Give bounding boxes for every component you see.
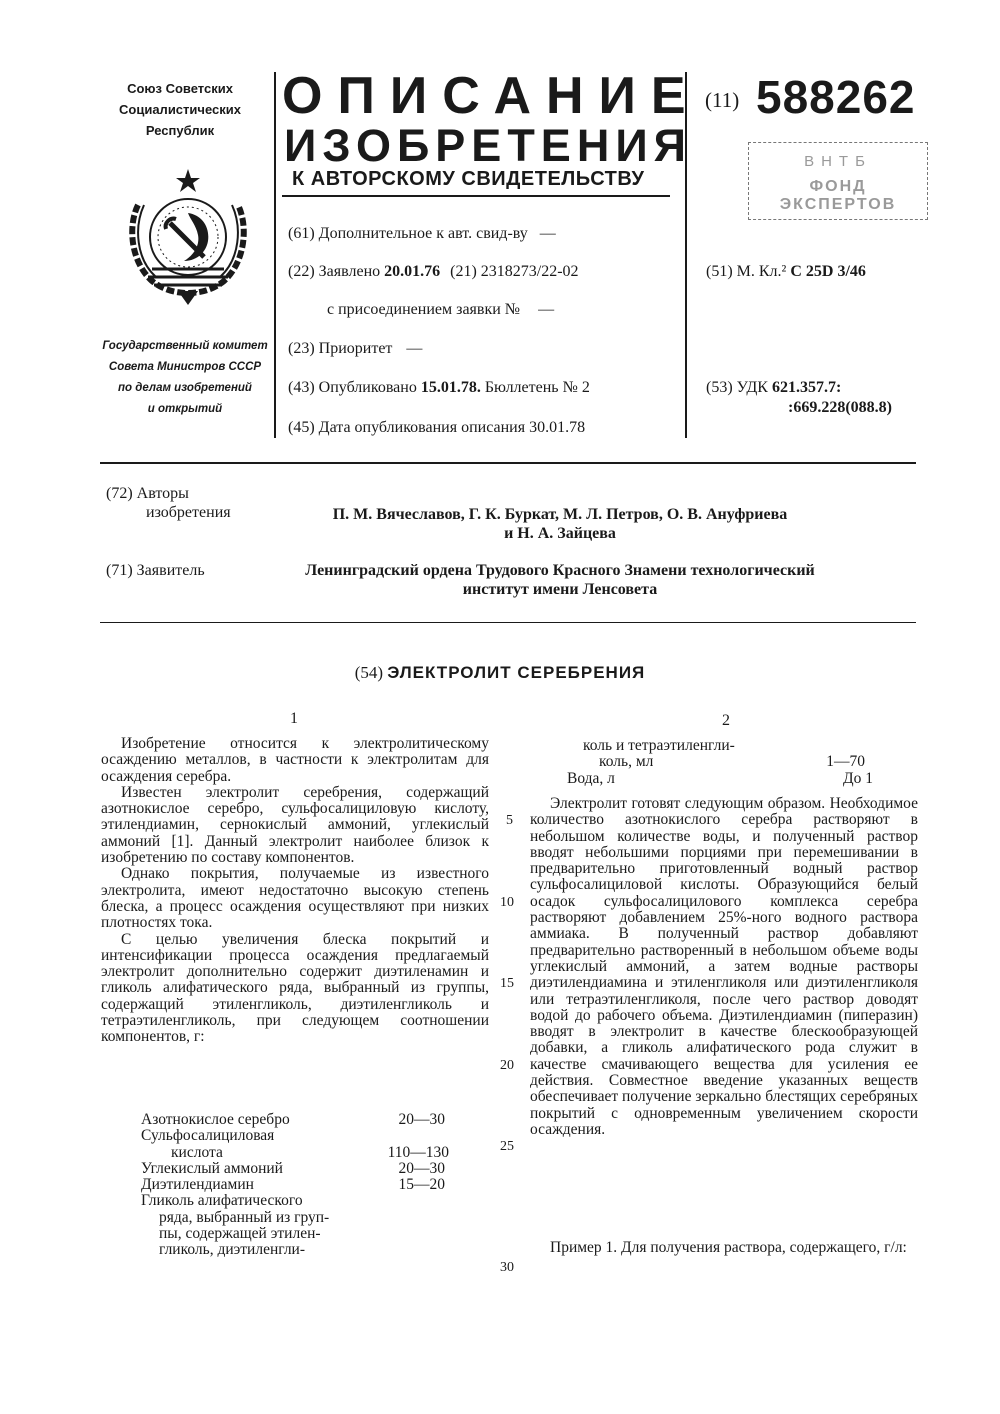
field-53-cont: [788, 398, 892, 418]
document-title: ОПИСАНИЕ: [282, 67, 701, 125]
issuer-block: [105, 78, 255, 141]
paragraph: Электролит готовят следующим образом. Необходимое количество азотнокислого серебра растворяют в небольшом количестве воды, и полученный раствор вводят небольшими порциями при перемешивании в предварительно приготовленный водный раствор сульфосалициловой кислоты. Образующийся белый осадок сульфосалицилового комплекса серебра растворяют добавлением 25%-ного водного раствора аммиака. В полученный раствор добавляют предварительно растворенный в небольшом объеме воды углекислый аммоний, а затем водные растворы диэтилендиамина и этиленгликоля или диэтиленгликоля или тетраэтиленгликоля, после чего раствор доводят водой до рабочего объема. Диэтилендиамин (пиперазин) вводят в электролит в качестве блескообразующей добавки, а гликоль алифатического рода служит в качестве смачивающего вещества для усиления ее действия. Совместное введение указанных веществ обеспечивает получение зеркально блестящих серебряных покрытий с одновременным увеличением скорости осаждения.: [530, 795, 918, 1138]
component-name: Гликоль алифатического: [141, 1192, 303, 1210]
invention-title-code: (54): [354, 663, 384, 682]
field-23: [288, 339, 422, 359]
column-number-1: 1: [290, 710, 298, 727]
component-name: кислота: [171, 1143, 223, 1161]
patent-number-code: (11): [705, 88, 740, 112]
line-number: 15: [500, 976, 514, 991]
line-number: 30: [500, 1260, 514, 1275]
column-1-text: [101, 736, 489, 1046]
authors-label-line: изобретения: [146, 504, 231, 521]
issuer-line: Социалистических: [119, 102, 241, 117]
field-53-value-2: :669.228(088.8): [788, 399, 892, 416]
applicant-line: Ленинградский ордена Трудового Красного Знамени технологический: [305, 562, 815, 579]
invention-title: [0, 663, 1000, 683]
component-name: Сульфосалициловая: [141, 1127, 275, 1145]
committee-line: и открытий: [147, 403, 223, 415]
applicant-rule: [100, 622, 916, 623]
field-43-label: (43) Опубликовано: [288, 379, 417, 396]
stamp-line: ФОНД ЭКСПЕРТОВ: [779, 178, 897, 213]
vertical-rule-left: [274, 72, 276, 438]
authors-label-line: (72) Авторы: [106, 485, 189, 502]
document-subtitle: К АВТОРСКОМУ СВИДЕТЕЛЬСТВУ: [292, 168, 645, 190]
field-22: [288, 262, 579, 282]
paragraph: Известен электролит серебрения, содержащий азотнокислое серебро, сульфосалициловую кислоту, этилендиамин, сернокислый аммоний, углекислый аммоний [1]. Данный электролит наиболее близок к изобретению по составу компонентов.: [101, 783, 489, 867]
component-name: пы, содержащей этилен-: [159, 1225, 321, 1243]
field-22-date: 20.01.76: [384, 263, 441, 280]
applicant-label: (71) Заявитель: [106, 562, 205, 579]
field-53-value-1: 621.357.7:: [771, 379, 842, 396]
composition-row: [141, 1112, 461, 1128]
field-61: [288, 224, 556, 244]
field-61-value: —: [539, 225, 556, 242]
library-stamp: [748, 142, 928, 220]
paragraph: Пример 1. Для получения раствора, содержащего, г/л:: [550, 1239, 907, 1256]
composition-row: [583, 754, 903, 770]
composition-row: [141, 1161, 461, 1177]
field-21-label: (21): [450, 263, 477, 280]
component-value: 20—30: [398, 1159, 445, 1177]
issuer-line: Союз Советских: [127, 81, 233, 96]
component-name: коль и тетраэтиленгли-: [583, 737, 735, 754]
field-51-label: (51) М. Кл.²: [706, 263, 787, 280]
committee-line: Совета Министров СССР: [108, 361, 262, 373]
document-title-2: ИЗОБРЕТЕНИЯ: [284, 120, 693, 171]
field-21-value: 2318273/22-02: [480, 263, 579, 280]
committee-line: Государственный комитет: [102, 340, 268, 352]
paragraph: Изобретение относится к электролитическому осаждению металлов, в частности к электролитам для осаждения серебра.: [101, 735, 489, 785]
component-value: 20—30: [398, 1111, 445, 1128]
field-53-label: (53) УДК: [706, 379, 768, 396]
paragraph: Однако покрытия, получаемые из известного электролита, имеют недостаточно высокую степень блеска, а процесс осаждения осуществляют при низких плотностях тока.: [101, 865, 489, 932]
field-45-label: (45) Дата опубликования описания: [288, 419, 526, 436]
component-name: ряда, выбранный из груп-: [159, 1208, 330, 1226]
column-2-text: [530, 796, 918, 1138]
component-value: 1—70: [826, 753, 865, 771]
component-value: 110—130: [387, 1143, 449, 1161]
subtitle-rule: [282, 195, 670, 197]
component-name: Азотнокислое серебро: [141, 1111, 290, 1128]
composition-table: [141, 1112, 461, 1259]
authors-names: [260, 505, 860, 543]
authors-line: П. М. Вячеславов, Г. К. Буркат, М. Л. Петров, О. В. Ануфриева: [332, 506, 788, 523]
composition-row: [141, 1177, 461, 1193]
applicant-line: институт имени Ленсовета: [462, 581, 658, 598]
field-51-value: С 25D 3/46: [790, 263, 866, 280]
field-23-label: (23) Приоритет: [288, 340, 393, 357]
field-45: [288, 418, 585, 438]
line-number: 20: [500, 1058, 514, 1073]
field-22-label: (22) Заявлено: [288, 263, 381, 280]
component-name: Диэтилендиамин: [141, 1176, 254, 1194]
join-value: —: [538, 301, 555, 318]
field-45-value: 30.01.78: [529, 419, 586, 436]
applicant-names: [240, 561, 880, 599]
patent-number: 588262: [756, 71, 916, 123]
line-number: 5: [506, 813, 513, 828]
component-name: Вода, л: [567, 769, 615, 787]
composition-continued: [567, 737, 903, 787]
component-name: Углекислый аммоний: [141, 1159, 283, 1177]
paragraph: С целью увеличения блеска покрытий и интенсификации процесса осаждения предлагаемый электролит дополнительно содержит диэтиленамин и гликоль алифатического ряда, выбранный из группы, содержащий этиленгликоль, диэтиленгликоль и тетраэтиленгликоль, при следующем соотношении компонентов, г:: [101, 930, 489, 1046]
stamp-line: ВНТБ: [804, 153, 872, 170]
field-53: [706, 378, 841, 398]
line-number: 25: [500, 1139, 514, 1154]
join-label: с присоединением заявки №: [327, 301, 521, 318]
field-43-value: 15.01.78.: [420, 379, 481, 396]
authors-line: и Н. А. Зайцева: [504, 525, 616, 542]
header-rule: [100, 462, 916, 464]
field-23-value: —: [406, 340, 423, 357]
field-51: [706, 262, 866, 282]
component-name: гликоль, диэтиленгли-: [159, 1241, 306, 1259]
composition-row: [141, 1145, 461, 1161]
example-paragraph: [530, 1240, 918, 1256]
state-emblem-icon: [118, 165, 258, 310]
committee-block: [100, 336, 270, 420]
component-name: коль, мл: [599, 753, 654, 771]
field-join: [327, 300, 554, 320]
field-61-label: (61) Дополнительное к авт. свид-ву: [288, 225, 528, 242]
composition-row: [567, 769, 903, 787]
invention-title-text: ЭЛЕКТРОЛИТ СЕРЕБРЕНИЯ: [387, 663, 646, 682]
line-number: 10: [500, 895, 514, 910]
column-number-2: 2: [722, 712, 730, 729]
committee-line: по делам изобретений: [118, 382, 252, 394]
component-value: 15—20: [398, 1176, 445, 1194]
component-value: До 1: [843, 769, 873, 787]
field-43: [288, 378, 590, 398]
field-43-bulletin: Бюллетень № 2: [484, 379, 590, 396]
issuer-line: Республик: [145, 123, 215, 138]
authors-label: [106, 484, 231, 522]
